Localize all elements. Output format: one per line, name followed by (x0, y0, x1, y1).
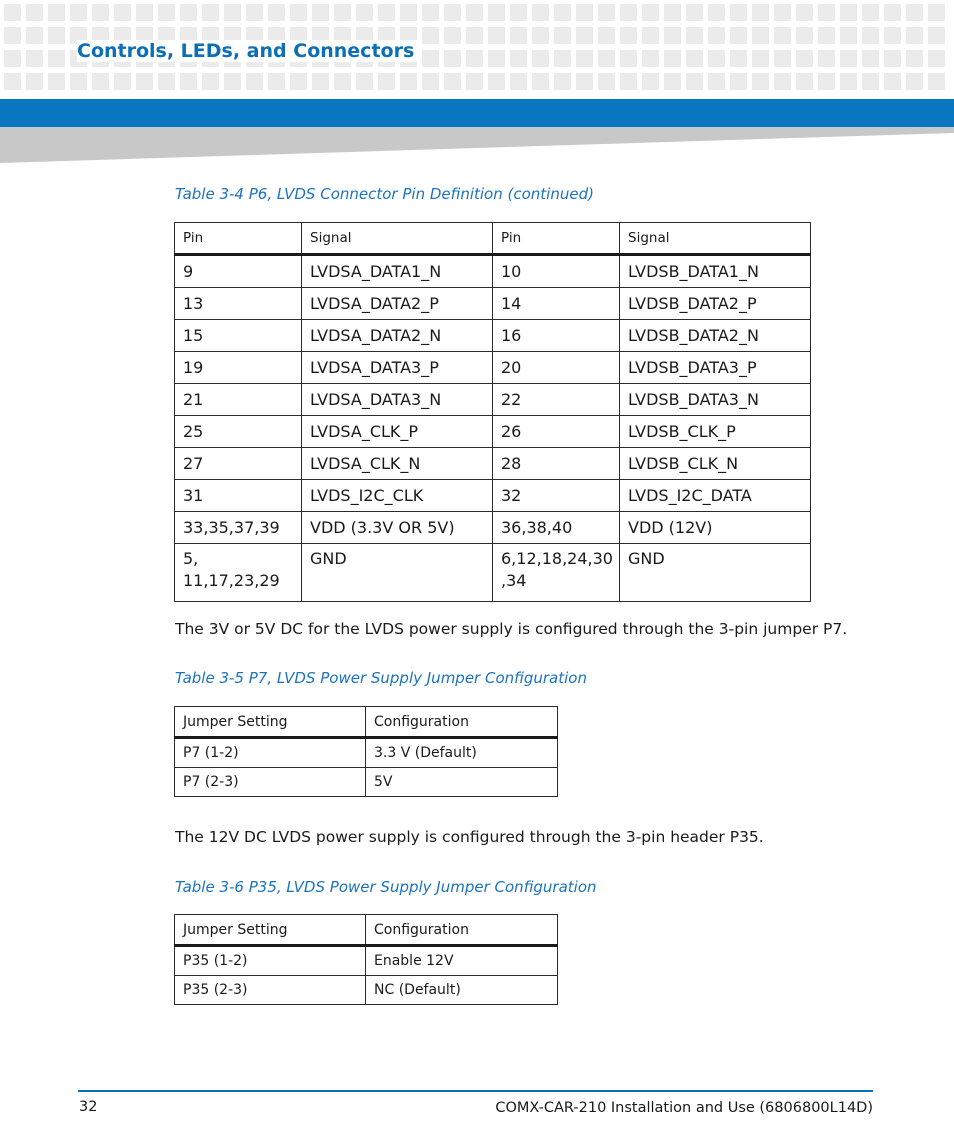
pattern-square (796, 4, 813, 21)
pattern-square (884, 4, 901, 21)
pattern-square (554, 27, 571, 44)
pin-cell: 10 (493, 255, 620, 288)
pattern-square (906, 4, 923, 21)
pattern-square (576, 50, 593, 67)
jumper-setting-cell: P35 (2-3) (175, 976, 366, 1005)
pattern-square (554, 4, 571, 21)
table-row (175, 512, 811, 544)
table-row (175, 384, 811, 416)
configuration-cell: 3.3 V (Default) (366, 738, 558, 768)
pattern-square (224, 73, 241, 90)
jumper-setting-cell: P7 (1-2) (175, 738, 366, 768)
pattern-square (488, 4, 505, 21)
pattern-square (224, 4, 241, 21)
pattern-square (202, 73, 219, 90)
pin-cell: 14 (493, 288, 620, 320)
pattern-square (532, 50, 549, 67)
pattern-square (664, 27, 681, 44)
pattern-square (444, 27, 461, 44)
pattern-square (752, 4, 769, 21)
pattern-square (510, 4, 527, 21)
pattern-square (576, 27, 593, 44)
page-number: 32 (79, 1099, 98, 1115)
pattern-square (862, 73, 879, 90)
pattern-square (862, 4, 879, 21)
pattern-square (774, 73, 791, 90)
signal-cell: GND (620, 544, 811, 602)
pattern-square (884, 50, 901, 67)
pin-cell: 36,38,40 (493, 512, 620, 544)
pattern-square (532, 4, 549, 21)
pattern-square (4, 27, 21, 44)
pin-cell: 5, 11,17,23,29 (175, 544, 302, 602)
pattern-square (334, 4, 351, 21)
pattern-square (532, 27, 549, 44)
section-title: Controls, LEDs, and Connectors (77, 40, 420, 62)
configuration-cell: 5V (366, 768, 558, 797)
pattern-square (884, 27, 901, 44)
pin-cell: 6,12,18,24,30 ,34 (493, 544, 620, 602)
pattern-square (400, 73, 417, 90)
pattern-square (334, 73, 351, 90)
pattern-square (752, 50, 769, 67)
pattern-square (4, 4, 21, 21)
pattern-square (48, 27, 65, 44)
pattern-square (642, 50, 659, 67)
signal-cell: LVDSA_DATA3_P (302, 352, 493, 384)
table-header-row (175, 223, 811, 255)
pattern-square (488, 27, 505, 44)
pattern-square (818, 73, 835, 90)
pattern-square (554, 73, 571, 90)
pattern-square (422, 4, 439, 21)
pin-cell: 33,35,37,39 (175, 512, 302, 544)
table-row (175, 448, 811, 480)
column-header: Configuration (366, 915, 558, 946)
pattern-square (268, 73, 285, 90)
pattern-square (862, 50, 879, 67)
pattern-square (818, 4, 835, 21)
pattern-square (620, 4, 637, 21)
pin-cell: 27 (175, 448, 302, 480)
column-header: Pin (175, 223, 302, 255)
pattern-square (422, 27, 439, 44)
pattern-square (158, 4, 175, 21)
pattern-square (576, 4, 593, 21)
pattern-square (510, 50, 527, 67)
pattern-square (598, 4, 615, 21)
signal-cell: LVDSB_DATA3_P (620, 352, 811, 384)
pattern-square (532, 73, 549, 90)
pattern-square (136, 73, 153, 90)
pattern-square (620, 50, 637, 67)
pattern-square (356, 4, 373, 21)
pattern-square (664, 73, 681, 90)
pattern-square (862, 27, 879, 44)
pattern-square (884, 73, 901, 90)
pattern-square (444, 4, 461, 21)
pattern-square (48, 50, 65, 67)
pattern-square (796, 27, 813, 44)
pattern-square (400, 4, 417, 21)
pattern-square (4, 73, 21, 90)
table-row (175, 738, 558, 768)
pattern-square (928, 50, 945, 67)
table-row (175, 320, 811, 352)
table-row (175, 946, 558, 976)
pattern-square (26, 27, 43, 44)
pattern-square (202, 4, 219, 21)
signal-cell: LVDS_I2C_CLK (302, 480, 493, 512)
pattern-square (26, 4, 43, 21)
pattern-square (686, 4, 703, 21)
pattern-square (26, 50, 43, 67)
pattern-square (598, 50, 615, 67)
signal-cell: LVDSA_DATA1_N (302, 255, 493, 288)
pin-cell: 21 (175, 384, 302, 416)
pattern-square (444, 73, 461, 90)
pattern-square (708, 50, 725, 67)
signal-cell: LVDSB_DATA2_P (620, 288, 811, 320)
pattern-square (840, 73, 857, 90)
pin-cell: 9 (175, 255, 302, 288)
column-header: Pin (493, 223, 620, 255)
table-row (175, 544, 811, 602)
pattern-row (4, 73, 945, 90)
p7-jumper-table (174, 706, 558, 797)
p35-jumper-table (174, 914, 558, 1005)
pattern-square (114, 4, 131, 21)
pattern-row (4, 4, 945, 21)
p35-description: The 12V DC LVDS power supply is configured through the 3-pin header P35. (175, 828, 764, 846)
pattern-square (774, 27, 791, 44)
column-header: Signal (302, 223, 493, 255)
pattern-square (290, 4, 307, 21)
pattern-square (422, 50, 439, 67)
pattern-square (730, 4, 747, 21)
signal-cell: LVDSA_DATA2_P (302, 288, 493, 320)
pin-cell: 31 (175, 480, 302, 512)
pattern-square (554, 50, 571, 67)
pin-cell: 13 (175, 288, 302, 320)
pattern-square (312, 73, 329, 90)
pattern-square (840, 27, 857, 44)
pattern-square (620, 73, 637, 90)
pin-cell: 26 (493, 416, 620, 448)
pattern-square (466, 27, 483, 44)
jumper-setting-cell: P35 (1-2) (175, 946, 366, 976)
signal-cell: LVDSB_CLK_P (620, 416, 811, 448)
signal-cell: LVDS_I2C_DATA (620, 480, 811, 512)
table-row (175, 416, 811, 448)
pattern-square (906, 73, 923, 90)
header-blue-bar (0, 99, 954, 127)
pattern-square (378, 73, 395, 90)
pattern-square (620, 27, 637, 44)
table3-caption: Table 3-6 P35, LVDS Power Supply Jumper Configuration (175, 878, 597, 896)
table-row (175, 352, 811, 384)
signal-cell: LVDSB_DATA2_N (620, 320, 811, 352)
signal-cell: LVDSA_CLK_N (302, 448, 493, 480)
pattern-square (510, 27, 527, 44)
pattern-square (268, 4, 285, 21)
pattern-square (840, 4, 857, 21)
pattern-square (796, 50, 813, 67)
pattern-square (928, 4, 945, 21)
pattern-square (686, 50, 703, 67)
pattern-square (158, 73, 175, 90)
pattern-square (752, 27, 769, 44)
pattern-square (356, 73, 373, 90)
pattern-square (642, 27, 659, 44)
pattern-square (642, 73, 659, 90)
signal-cell: VDD (3.3V OR 5V) (302, 512, 493, 544)
pin-cell: 22 (493, 384, 620, 416)
pattern-square (510, 73, 527, 90)
pattern-square (312, 4, 329, 21)
pattern-square (664, 4, 681, 21)
pattern-square (180, 4, 197, 21)
pattern-square (928, 27, 945, 44)
table-row (175, 480, 811, 512)
pattern-square (730, 50, 747, 67)
column-header: Signal (620, 223, 811, 255)
pattern-square (290, 73, 307, 90)
pattern-square (246, 4, 263, 21)
pin-cell: 32 (493, 480, 620, 512)
pattern-square (752, 73, 769, 90)
pattern-square (136, 4, 153, 21)
pattern-square (928, 73, 945, 90)
pattern-square (48, 4, 65, 21)
signal-cell: GND (302, 544, 493, 602)
column-header: Jumper Setting (175, 707, 366, 738)
pattern-square (664, 50, 681, 67)
pattern-square (26, 73, 43, 90)
pattern-square (686, 73, 703, 90)
signal-cell: LVDSA_DATA3_N (302, 384, 493, 416)
pattern-square (730, 73, 747, 90)
signal-cell: LVDSA_DATA2_N (302, 320, 493, 352)
pin-definition-table (174, 222, 811, 602)
document-title: COMX-CAR-210 Installation and Use (6806800L14D) (495, 1100, 873, 1116)
p7-description: The 3V or 5V DC for the LVDS power supply is configured through the 3-pin jumper P7. (175, 620, 848, 638)
pattern-square (378, 4, 395, 21)
column-header: Jumper Setting (175, 915, 366, 946)
pattern-square (686, 27, 703, 44)
pattern-square (466, 50, 483, 67)
table2-caption: Table 3-5 P7, LVDS Power Supply Jumper Configuration (175, 669, 587, 687)
footer-rule (78, 1090, 873, 1092)
pin-table-body (175, 255, 811, 602)
table-header-row (175, 915, 558, 946)
pattern-square (422, 73, 439, 90)
pattern-square (48, 73, 65, 90)
table-row (175, 976, 558, 1005)
pattern-square (180, 73, 197, 90)
pattern-square (708, 27, 725, 44)
pattern-square (906, 50, 923, 67)
pattern-square (246, 73, 263, 90)
pattern-square (92, 73, 109, 90)
pattern-square (818, 27, 835, 44)
pattern-square (466, 73, 483, 90)
pattern-square (70, 4, 87, 21)
pattern-square (598, 73, 615, 90)
pattern-square (708, 4, 725, 21)
pattern-square (774, 50, 791, 67)
signal-cell: LVDSB_DATA3_N (620, 384, 811, 416)
pin-cell: 15 (175, 320, 302, 352)
pin-cell: 28 (493, 448, 620, 480)
table-header-row (175, 707, 558, 738)
signal-cell: LVDSB_CLK_N (620, 448, 811, 480)
pattern-square (70, 73, 87, 90)
table-row (175, 288, 811, 320)
pattern-square (774, 4, 791, 21)
table-row (175, 255, 811, 288)
table-row (175, 768, 558, 797)
pattern-square (708, 73, 725, 90)
pin-cell: 20 (493, 352, 620, 384)
pattern-square (466, 4, 483, 21)
pattern-square (840, 50, 857, 67)
jumper-setting-cell: P7 (2-3) (175, 768, 366, 797)
pattern-square (4, 50, 21, 67)
header-gray-wedge (0, 127, 954, 163)
signal-cell: LVDSA_CLK_P (302, 416, 493, 448)
signal-cell: VDD (12V) (620, 512, 811, 544)
pattern-square (114, 73, 131, 90)
pin-cell: 16 (493, 320, 620, 352)
pattern-square (444, 50, 461, 67)
pattern-square (598, 27, 615, 44)
configuration-cell: NC (Default) (366, 976, 558, 1005)
pin-cell: 25 (175, 416, 302, 448)
pattern-square (818, 50, 835, 67)
pattern-square (92, 4, 109, 21)
pattern-square (642, 4, 659, 21)
table1-caption: Table 3-4 P6, LVDS Connector Pin Definition (continued) (175, 185, 594, 203)
pin-cell: 19 (175, 352, 302, 384)
configuration-cell: Enable 12V (366, 946, 558, 976)
pattern-square (796, 73, 813, 90)
signal-cell: LVDSB_DATA1_N (620, 255, 811, 288)
pattern-square (730, 27, 747, 44)
column-header: Configuration (366, 707, 558, 738)
pattern-square (488, 50, 505, 67)
pattern-square (488, 73, 505, 90)
pattern-square (906, 27, 923, 44)
pattern-square (576, 73, 593, 90)
